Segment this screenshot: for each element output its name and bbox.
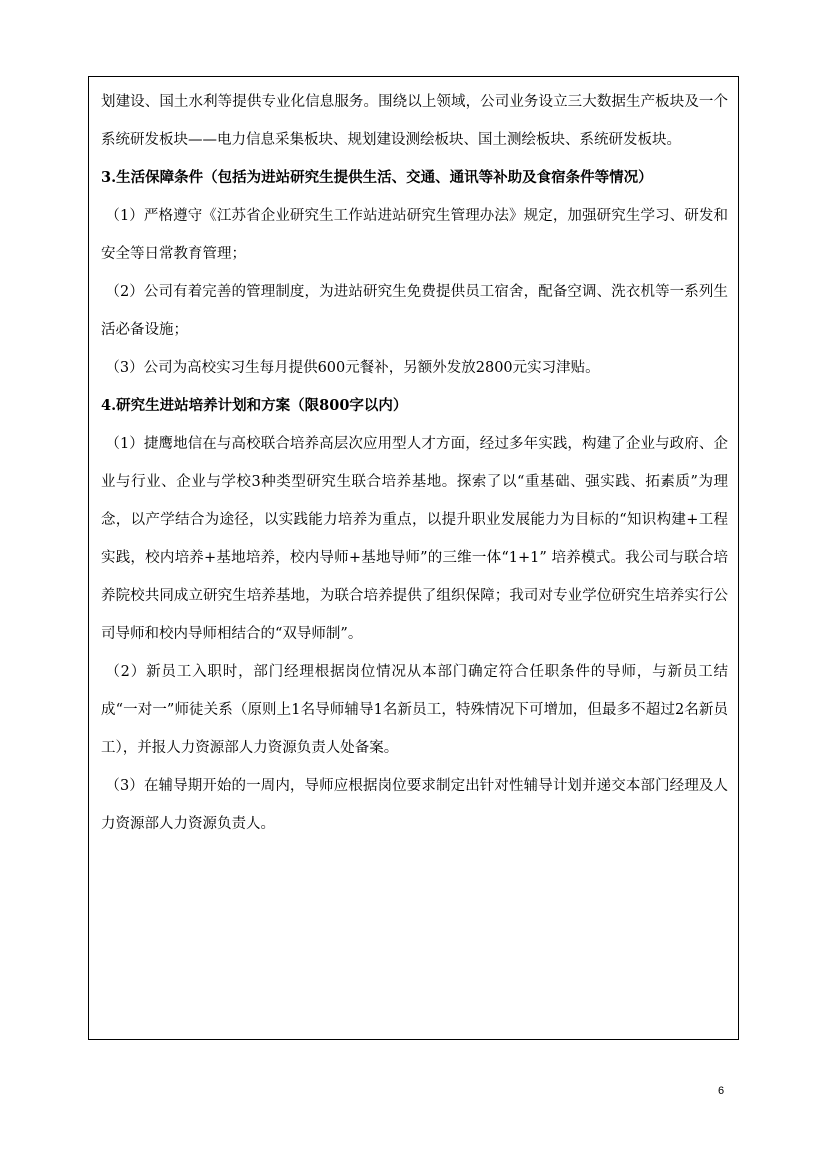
content-frame — [88, 76, 739, 1040]
section3-item-1: （1）严格遵守《江苏省企业研究生工作站进站研究生管理办法》规定，加强研究生学习、研发和安全等日常教育管理； — [101, 208, 728, 262]
section2-tail-paragraph: 划建设、国土水利等提供专业化信息服务。围绕以上领域，公司业务设立三大数据生产板块及一个系统研发板块——电力信息采集板块、规划建设测绘板块、国土测绘板块、系统研发板块。 — [101, 94, 728, 148]
section4-heading: 4.研究生进站培养计划和方案（限800字以内） — [101, 397, 408, 414]
section3-heading: 3.生活保障条件（包括为进站研究生提供生活、交通、通讯等补助及食宿条件等情况） — [101, 169, 653, 186]
section4-item-2: （2）新员工入职时，部门经理根据岗位情况从本部门确定符合任职条件的导师，与新员工结成“一对一”师徒关系（原则上1名导师辅导1名新员工，特殊情况下可增加，但最多不超过2名新员工），并报人力资源部人力资源负责人处备案。 — [101, 664, 728, 756]
section4-item-3: （3）在辅导期开始的一周内，导师应根据岗位要求制定出针对性辅导计划并递交本部门经理及人力资源部人力资源负责人。 — [101, 778, 728, 832]
section4-item-1: （1）捷鹰地信在与高校联合培养高层次应用型人才方面，经过多年实践，构建了企业与政府、企业与行业、企业与学校3种类型研究生联合培养基地。探索了以“重基础、强实践、拓素质”为理念，以产学结合为途径，以实践能力培养为重点，以提升职业发展能力为目标的“知识构建+工程实践，校内培养+基地培养，校内导师+基地导师”的三维一体“1+1” 培养模式。我公司与联合培养院校共同成立研究生培养基地，为联合培养提供了组织保障；我司对专业学位研究生培养实行公司导师和校内导师相结合的“双导师制”。 — [101, 436, 728, 642]
section3-item-2: （2）公司有着完善的管理制度，为进站研究生免费提供员工宿舍，配备空调、洗衣机等一系列生活必备设施； — [101, 284, 728, 338]
content-body — [101, 83, 728, 843]
page-number: 6 — [718, 1085, 725, 1097]
section3-item-3: （3）公司为高校实习生每月提供600元餐补，另额外发放2800元实习津贴。 — [105, 360, 600, 376]
